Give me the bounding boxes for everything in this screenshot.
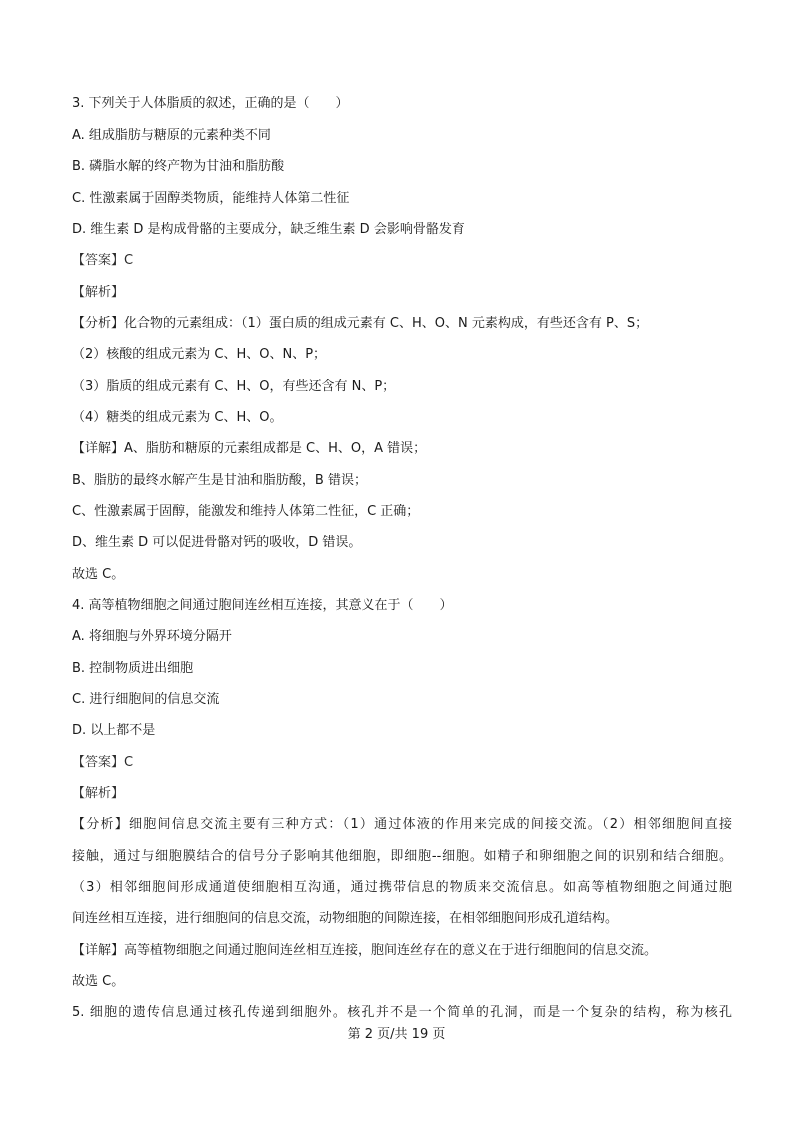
q4-xiangjie-line-1: 【详解】高等植物细胞之间通过胞间连丝相互连接，胞间连丝存在的意义在于进行细胞间的信息交流。	[72, 943, 658, 958]
q3-xiangjie-line-3: C、性激素属于固醇，能激发和维持人体第二性征，C 正确；	[72, 504, 420, 519]
q3-answer: 【答案】C	[72, 253, 134, 268]
q4-conclusion: 故选 C。	[72, 974, 125, 989]
q3-fenxi-line-3: （3）脂质的组成元素有 C、H、O，有些还含有 N、P；	[72, 379, 396, 394]
q3-fenxi-line-4: （4）糖类的组成元素为 C、H、O。	[72, 410, 283, 425]
q3-xiangjie-line-4: D、维生素 D 可以促进骨骼对钙的吸收，D 错误。	[72, 535, 362, 550]
q3-fenxi-line-2: （2）核酸的组成元素为 C、H、O、N、P；	[72, 347, 327, 362]
q4-analysis-title: 【解析】	[72, 786, 125, 801]
q3-option-c: C. 性激素属于固醇类物质，能维持人体第二性征	[72, 191, 350, 206]
q4-option-a: A. 将细胞与外界环境分隔开	[72, 629, 232, 644]
q5-stem: 5. 细胞的遗传信息通过核孔传递到细胞外。核孔并不是一个简单的孔洞，而是一个复杂的结构，称为核孔	[72, 1005, 732, 1020]
page-number-footer: 第 2 页/共 19 页	[347, 1027, 446, 1042]
q3-analysis-title: 【解析】	[72, 285, 125, 300]
q4-fenxi-line-4: 间连丝相互连接，进行细胞间的信息交流，动物细胞的间隙连接，在相邻细胞间形成孔道结构。	[72, 911, 619, 926]
q3-conclusion: 故选 C。	[72, 567, 125, 582]
q3-stem: 3. 下列关于人体脂质的叙述，正确的是（ ）	[72, 96, 349, 111]
q4-stem: 4. 高等植物细胞之间通过胞间连丝相互连接，其意义在于（ ）	[72, 598, 453, 613]
q4-fenxi-line-1: 【分析】细胞间信息交流主要有三种方式：（1）通过体液的作用来完成的间接交流。（2）相邻细胞间直接	[72, 817, 732, 832]
q4-option-d: D. 以上都不是	[72, 723, 156, 738]
q4-fenxi-line-2: 接触，通过与细胞膜结合的信号分子影响其他细胞，即细胞--细胞。如精子和卵细胞之间的识别和结合细胞。	[72, 849, 732, 864]
q3-xiangjie-line-2: B、脂肪的最终水解产生是甘油和脂肪酸，B 错误；	[72, 473, 367, 488]
q3-option-b: B. 磷脂水解的终产物为甘油和脂肪酸	[72, 159, 285, 174]
q3-option-d: D. 维生素 D 是构成骨骼的主要成分，缺乏维生素 D 会影响骨骼发育	[72, 222, 465, 237]
q4-fenxi-line-3: （3）相邻细胞间形成通道使细胞相互沟通，通过携带信息的物质来交流信息。如高等植物细胞之间通过胞	[72, 880, 732, 895]
q4-option-c: C. 进行细胞间的信息交流	[72, 692, 220, 707]
q3-fenxi-line-1: 【分析】化合物的元素组成：（1）蛋白质的组成元素有 C、H、O、N 元素构成，有些还含有 P、S；	[72, 316, 649, 331]
q3-option-a: A. 组成脂肪与糖原的元素种类不同	[72, 128, 271, 143]
q4-answer: 【答案】C	[72, 755, 134, 770]
q3-xiangjie-line-1: 【详解】A、脂肪和糖原的元素组成都是 C、H、O，A 错误；	[72, 441, 427, 456]
q4-option-b: B. 控制物质进出细胞	[72, 661, 194, 676]
